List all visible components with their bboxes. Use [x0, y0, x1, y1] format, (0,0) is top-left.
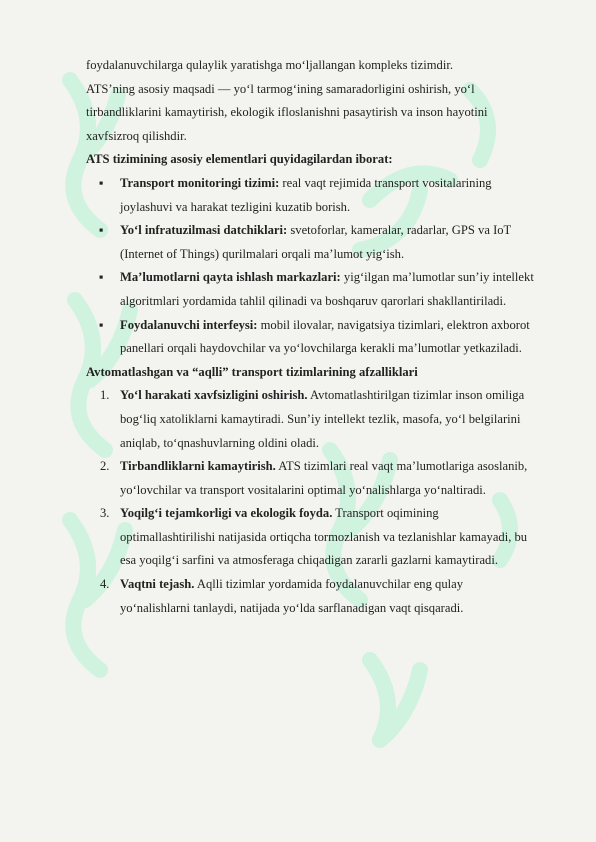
item-term: Yo‘l harakati xavfsizligini oshirish.	[120, 388, 308, 403]
item-term: Yo‘l infratuzilmasi datchiklari:	[120, 223, 288, 238]
list-item	[86, 502, 536, 573]
item-text: real vaqt rejimida transport vositalarining joylashuvi va harakat tezligini kuzatib borish.	[120, 175, 492, 214]
item-number: 4.	[100, 577, 110, 592]
item-text: yig‘ilgan ma’lumotlar sun’iy intellekt algoritmlari yordamida tahlil qilinadi va boshqaruv qarorlari shakllantiriladi.	[120, 270, 534, 308]
item-text: mobil ilovalar, navigatsiya tizimlari, elektron axborot panellari orqali haydovchilar va yo‘lovchilarga kerakli ma’lumotlar yetkaziladi.	[120, 317, 530, 356]
bullet-marker: ▪	[99, 317, 104, 332]
bullet-marker: ▪	[99, 175, 104, 190]
intro-paragraph: ATS’ning asosiy maqsadi — yo‘l tarmog‘ining samaradorligini oshirish, yo‘l tirbandliklarini kamaytirish, ekologik ifloslanishni pasaytirish va inson hayotini xavfsizroq qilishdir.	[86, 81, 488, 143]
list-item	[86, 384, 536, 455]
item-number: 1.	[100, 388, 110, 403]
item-text: svetoforlar, kameralar, radarlar, GPS va IoT (Internet of Things) qurilmalari orqali ma’lumot yig‘ish.	[120, 223, 512, 261]
list-item	[86, 172, 536, 219]
elements-list	[86, 172, 536, 361]
advantages-list	[86, 384, 536, 620]
item-text: Aqlli tizimlar yordamida foydalanuvchilar eng qulay yo‘nalishlarni tanlaydi, natijada yo‘lda sarflanadigan vaqt qisqaradi.	[120, 577, 464, 615]
item-text: Transport oqimining optimallashtirilishi natijasida ortiqcha tormozlanish va tezlanishlar kamayadi, bu esa yoqilg‘i sarfini va atmosferaga chiqadigan zararli gazlarni kamaytiradi.	[120, 506, 528, 568]
document-body	[86, 54, 536, 620]
list-item	[86, 573, 536, 620]
intro-line: foydalanuvchilarga qulaylik yaratishga mo‘ljallangan kompleks tizimdir.	[86, 58, 453, 72]
item-term: Tirbandliklarni kamaytirish.	[120, 459, 276, 474]
section2-heading: Avtomatlashgan va “aqlli” transport tizimlarining afzalliklari	[86, 364, 418, 379]
item-term: Vaqtni tejash.	[120, 577, 195, 592]
list-item	[86, 219, 536, 266]
item-text: Avtomatlashtirilgan tizimlar inson omiliga bog‘liq xatoliklarni kamaytiradi. Sun’iy intellekt tezlik, masofa, yo‘l belgilarini aniqlab, to‘qnashuvlarning oldini oladi.	[120, 388, 525, 450]
item-number: 3.	[100, 506, 110, 521]
bullet-marker: ▪	[99, 270, 104, 285]
list-item	[86, 314, 536, 361]
list-item	[86, 455, 536, 502]
bullet-marker: ▪	[99, 223, 104, 238]
item-number: 2.	[100, 459, 110, 474]
list-item	[86, 266, 536, 313]
item-term: Ma’lumotlarni qayta ishlash markazlari:	[120, 270, 341, 285]
section1-heading: ATS tizimining asosiy elementlari quyidagilardan iborat:	[86, 152, 393, 167]
item-term: Foydalanuvchi interfeysi:	[120, 317, 258, 332]
item-term: Transport monitoringi tizimi:	[120, 175, 280, 190]
item-text: ATS tizimlari real vaqt ma’lumotlariga asoslanib, yo‘lovchilar va transport vositalarini optimal yo‘nalishlarga yo‘naltiradi.	[120, 459, 528, 497]
item-term: Yoqilg‘i tejamkorligi va ekologik foyda.	[120, 506, 333, 521]
